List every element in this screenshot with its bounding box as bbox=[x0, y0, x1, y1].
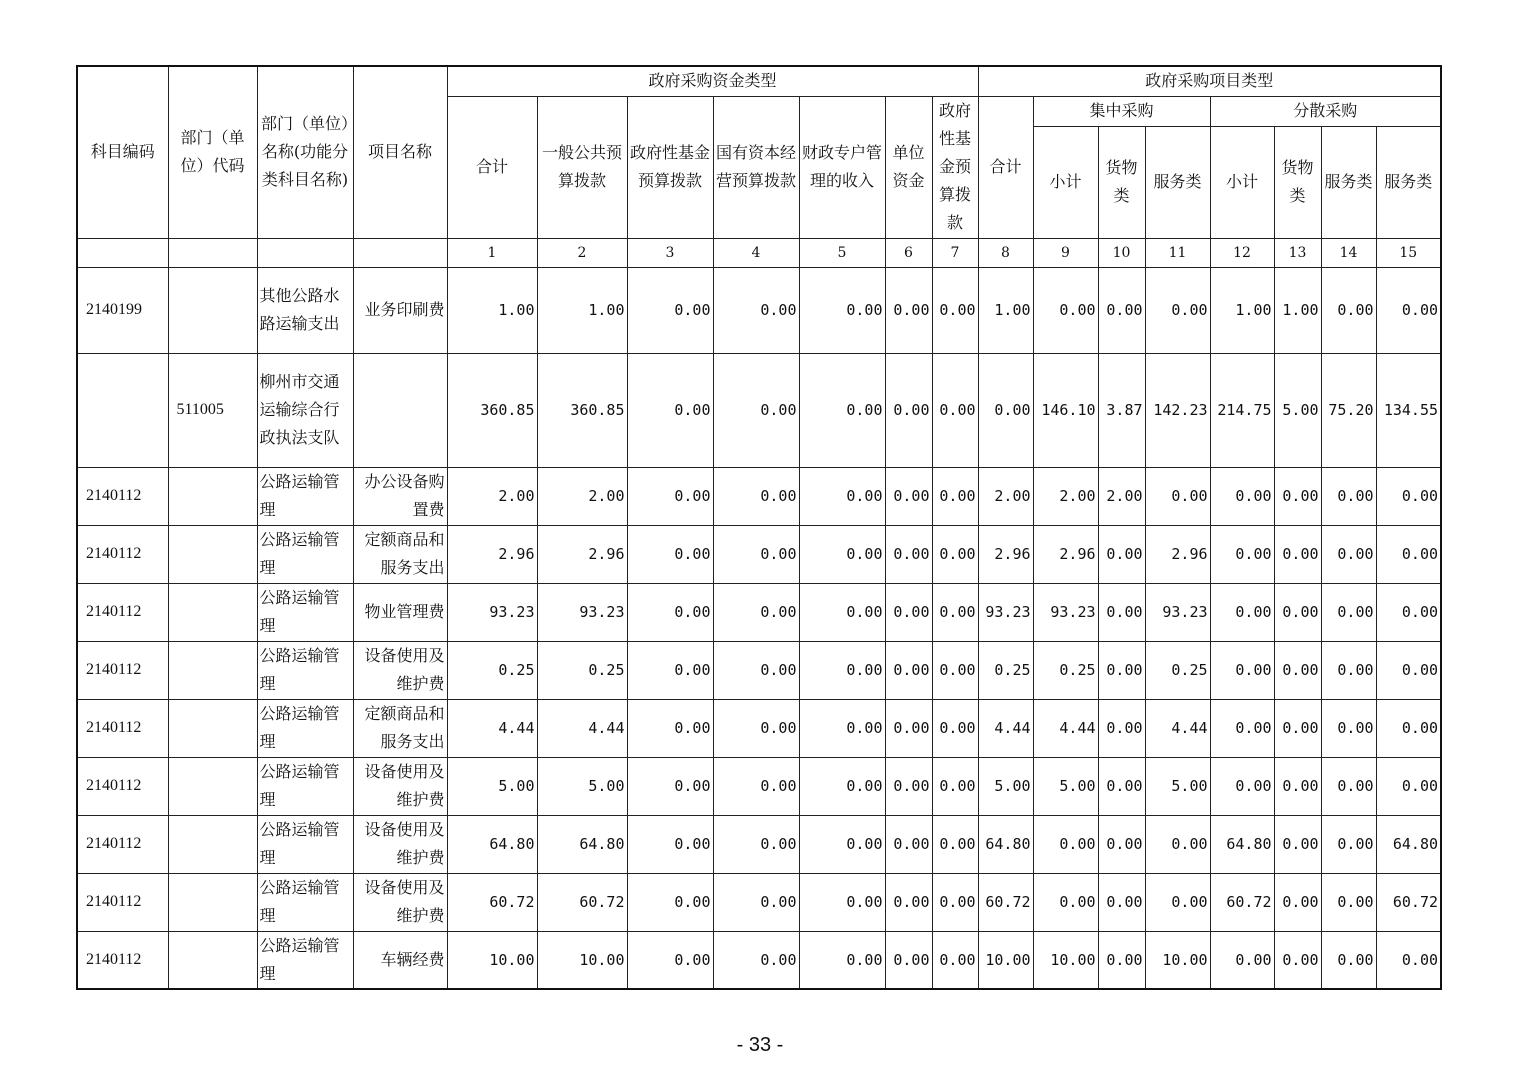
value-cell: 0.00 bbox=[627, 699, 713, 757]
column-index: 3 bbox=[627, 238, 713, 267]
header-dept-name: 部门（单位）名称(功能分类科目名称) bbox=[257, 66, 353, 238]
dept-name-cell: 公路运输管理 bbox=[257, 757, 353, 815]
value-cell: 0.00 bbox=[713, 525, 799, 583]
value-cell: 0.00 bbox=[1210, 467, 1274, 525]
value-cell: 1.00 bbox=[1274, 267, 1321, 353]
value-cell: 0.00 bbox=[885, 353, 932, 467]
column-index: 4 bbox=[713, 238, 799, 267]
value-cell: 0.00 bbox=[1321, 931, 1376, 989]
value-cell: 0.00 bbox=[885, 931, 932, 989]
value-cell: 0.00 bbox=[799, 699, 885, 757]
subject-code-cell: 2140112 bbox=[77, 931, 168, 989]
dept-name-cell: 公路运输管理 bbox=[257, 525, 353, 583]
value-cell: 0.00 bbox=[1321, 467, 1376, 525]
value-cell: 1.00 bbox=[978, 267, 1033, 353]
value-cell: 2.96 bbox=[447, 525, 537, 583]
value-cell: 0.00 bbox=[1376, 267, 1441, 353]
value-cell: 2.96 bbox=[1145, 525, 1210, 583]
header-subject-code: 科目编码 bbox=[77, 66, 168, 238]
dept-name-cell: 公路运输管理 bbox=[257, 931, 353, 989]
value-cell: 0.00 bbox=[1145, 467, 1210, 525]
value-cell: 0.00 bbox=[627, 873, 713, 931]
column-index-row bbox=[77, 238, 1441, 267]
dept-name-cell: 公路运输管理 bbox=[257, 873, 353, 931]
value-cell: 0.00 bbox=[1098, 873, 1145, 931]
table-row bbox=[77, 267, 1441, 353]
project-name-cell bbox=[353, 353, 447, 467]
value-cell: 0.00 bbox=[1321, 757, 1376, 815]
value-cell: 360.85 bbox=[537, 353, 627, 467]
value-cell: 0.25 bbox=[447, 641, 537, 699]
value-cell: 0.00 bbox=[1321, 641, 1376, 699]
value-cell: 0.00 bbox=[1274, 641, 1321, 699]
subject-code-cell: 2140112 bbox=[77, 467, 168, 525]
value-cell: 0.00 bbox=[1098, 931, 1145, 989]
column-index: 10 bbox=[1098, 238, 1145, 267]
value-cell: 0.00 bbox=[1098, 699, 1145, 757]
value-cell: 2.00 bbox=[1098, 467, 1145, 525]
table-row bbox=[77, 873, 1441, 931]
value-cell: 0.25 bbox=[1033, 641, 1098, 699]
value-cell: 0.00 bbox=[1274, 525, 1321, 583]
value-cell: 4.44 bbox=[447, 699, 537, 757]
index-blank bbox=[168, 238, 257, 267]
dept-code-cell bbox=[168, 757, 257, 815]
header-central-procurement: 集中采购 bbox=[1033, 96, 1210, 126]
value-cell: 2.00 bbox=[1033, 467, 1098, 525]
value-cell: 0.00 bbox=[932, 699, 978, 757]
project-name-cell: 物业管理费 bbox=[353, 583, 447, 641]
value-cell: 0.00 bbox=[1210, 525, 1274, 583]
header-unit-funds: 单位资金 bbox=[885, 96, 932, 238]
value-cell: 0.00 bbox=[885, 815, 932, 873]
value-cell: 60.72 bbox=[537, 873, 627, 931]
column-index: 7 bbox=[932, 238, 978, 267]
value-cell: 4.44 bbox=[1145, 699, 1210, 757]
value-cell: 0.00 bbox=[1098, 815, 1145, 873]
value-cell: 10.00 bbox=[1033, 931, 1098, 989]
value-cell: 0.00 bbox=[627, 267, 713, 353]
value-cell: 0.00 bbox=[713, 757, 799, 815]
value-cell: 0.00 bbox=[1376, 757, 1441, 815]
value-cell: 0.00 bbox=[932, 641, 978, 699]
value-cell: 10.00 bbox=[537, 931, 627, 989]
value-cell: 146.10 bbox=[1033, 353, 1098, 467]
value-cell: 64.80 bbox=[447, 815, 537, 873]
value-cell: 0.00 bbox=[1274, 699, 1321, 757]
value-cell: 0.00 bbox=[1376, 699, 1441, 757]
value-cell: 5.00 bbox=[978, 757, 1033, 815]
dept-code-cell: 511005 bbox=[168, 353, 257, 467]
header-gov-fund-budget: 政府性基金预算拨款 bbox=[627, 96, 713, 238]
header-item-type-group: 政府采购项目类型 bbox=[978, 66, 1441, 96]
value-cell: 0.00 bbox=[713, 931, 799, 989]
value-cell: 64.80 bbox=[978, 815, 1033, 873]
value-cell: 0.00 bbox=[1274, 815, 1321, 873]
value-cell: 0.00 bbox=[932, 873, 978, 931]
value-cell: 93.23 bbox=[1145, 583, 1210, 641]
value-cell: 0.25 bbox=[1145, 641, 1210, 699]
value-cell: 0.00 bbox=[885, 641, 932, 699]
value-cell: 0.00 bbox=[627, 757, 713, 815]
value-cell: 0.00 bbox=[627, 931, 713, 989]
subject-code-cell: 2140112 bbox=[77, 757, 168, 815]
dept-code-cell bbox=[168, 467, 257, 525]
project-name-cell: 车辆经费 bbox=[353, 931, 447, 989]
value-cell: 0.00 bbox=[885, 699, 932, 757]
value-cell: 1.00 bbox=[537, 267, 627, 353]
value-cell: 0.00 bbox=[713, 699, 799, 757]
header-dept-code: 部门（单位）代码 bbox=[168, 66, 257, 238]
value-cell: 0.00 bbox=[1321, 873, 1376, 931]
value-cell: 0.00 bbox=[713, 467, 799, 525]
value-cell: 0.00 bbox=[1274, 467, 1321, 525]
value-cell: 0.00 bbox=[799, 641, 885, 699]
value-cell: 360.85 bbox=[447, 353, 537, 467]
value-cell: 214.75 bbox=[1210, 353, 1274, 467]
column-index: 9 bbox=[1033, 238, 1098, 267]
value-cell: 2.00 bbox=[447, 467, 537, 525]
header-general-budget: 一般公共预算拨款 bbox=[537, 96, 627, 238]
value-cell: 0.00 bbox=[932, 525, 978, 583]
value-cell: 0.00 bbox=[1321, 525, 1376, 583]
header-row-1 bbox=[77, 66, 1441, 96]
value-cell: 0.00 bbox=[713, 815, 799, 873]
index-blank bbox=[77, 238, 168, 267]
value-cell: 5.00 bbox=[1033, 757, 1098, 815]
dept-code-cell bbox=[168, 641, 257, 699]
value-cell: 4.44 bbox=[537, 699, 627, 757]
header-central-service: 服务类 bbox=[1145, 126, 1210, 238]
value-cell: 0.00 bbox=[885, 525, 932, 583]
value-cell: 0.00 bbox=[885, 267, 932, 353]
value-cell: 0.00 bbox=[799, 815, 885, 873]
value-cell: 75.20 bbox=[1321, 353, 1376, 467]
value-cell: 64.80 bbox=[1376, 815, 1441, 873]
value-cell: 5.00 bbox=[447, 757, 537, 815]
dept-name-cell: 柳州市交通运输综合行政执法支队 bbox=[257, 353, 353, 467]
value-cell: 0.00 bbox=[627, 583, 713, 641]
value-cell: 5.00 bbox=[1145, 757, 1210, 815]
value-cell: 2.96 bbox=[978, 525, 1033, 583]
value-cell: 0.00 bbox=[627, 525, 713, 583]
value-cell: 0.00 bbox=[885, 583, 932, 641]
project-name-cell: 设备使用及维护费 bbox=[353, 873, 447, 931]
value-cell: 10.00 bbox=[978, 931, 1033, 989]
value-cell: 2.96 bbox=[537, 525, 627, 583]
value-cell: 60.72 bbox=[447, 873, 537, 931]
header-scattered-service: 服务类 bbox=[1321, 126, 1376, 238]
value-cell: 1.00 bbox=[447, 267, 537, 353]
value-cell: 0.00 bbox=[799, 525, 885, 583]
value-cell: 0.00 bbox=[799, 931, 885, 989]
header-project-name: 项目名称 bbox=[353, 66, 447, 238]
subject-code-cell: 2140112 bbox=[77, 641, 168, 699]
table-row bbox=[77, 353, 1441, 467]
dept-name-cell: 公路运输管理 bbox=[257, 815, 353, 873]
value-cell: 0.00 bbox=[1033, 267, 1098, 353]
project-name-cell: 定额商品和服务支出 bbox=[353, 525, 447, 583]
dept-name-cell: 公路运输管理 bbox=[257, 641, 353, 699]
value-cell: 0.00 bbox=[932, 267, 978, 353]
value-cell: 93.23 bbox=[447, 583, 537, 641]
value-cell: 0.00 bbox=[1376, 583, 1441, 641]
value-cell: 0.00 bbox=[1098, 525, 1145, 583]
value-cell: 0.00 bbox=[1321, 815, 1376, 873]
value-cell: 93.23 bbox=[537, 583, 627, 641]
value-cell: 0.00 bbox=[627, 641, 713, 699]
header-fund-type-group: 政府采购资金类型 bbox=[447, 66, 978, 96]
header-central-goods: 货物类 bbox=[1098, 126, 1145, 238]
column-index: 8 bbox=[978, 238, 1033, 267]
value-cell: 0.00 bbox=[799, 353, 885, 467]
subject-code-cell: 2140199 bbox=[77, 267, 168, 353]
subject-code-cell: 2140112 bbox=[77, 873, 168, 931]
project-name-cell: 设备使用及维护费 bbox=[353, 815, 447, 873]
subject-code-cell: 2140112 bbox=[77, 699, 168, 757]
value-cell: 0.00 bbox=[799, 583, 885, 641]
project-name-cell: 设备使用及维护费 bbox=[353, 641, 447, 699]
value-cell: 142.23 bbox=[1145, 353, 1210, 467]
dept-code-cell bbox=[168, 873, 257, 931]
dept-code-cell bbox=[168, 815, 257, 873]
value-cell: 0.00 bbox=[627, 467, 713, 525]
dept-code-cell bbox=[168, 583, 257, 641]
value-cell: 0.00 bbox=[978, 353, 1033, 467]
column-index: 5 bbox=[799, 238, 885, 267]
value-cell: 0.00 bbox=[1376, 467, 1441, 525]
value-cell: 5.00 bbox=[537, 757, 627, 815]
column-index: 14 bbox=[1321, 238, 1376, 267]
project-name-cell: 办公设备购置费 bbox=[353, 467, 447, 525]
value-cell: 93.23 bbox=[1033, 583, 1098, 641]
value-cell: 0.00 bbox=[1098, 641, 1145, 699]
dept-code-cell bbox=[168, 525, 257, 583]
table-row bbox=[77, 931, 1441, 989]
value-cell: 0.00 bbox=[1033, 873, 1098, 931]
value-cell: 0.00 bbox=[1033, 815, 1098, 873]
table-row bbox=[77, 583, 1441, 641]
subject-code-cell bbox=[77, 353, 168, 467]
project-name-cell: 定额商品和服务支出 bbox=[353, 699, 447, 757]
column-index: 11 bbox=[1145, 238, 1210, 267]
value-cell: 0.00 bbox=[1210, 757, 1274, 815]
value-cell: 0.00 bbox=[799, 757, 885, 815]
project-name-cell: 业务印刷费 bbox=[353, 267, 447, 353]
dept-code-cell bbox=[168, 931, 257, 989]
index-blank bbox=[353, 238, 447, 267]
table-row bbox=[77, 525, 1441, 583]
value-cell: 4.44 bbox=[978, 699, 1033, 757]
header-central-subtotal: 小计 bbox=[1033, 126, 1098, 238]
value-cell: 0.00 bbox=[932, 583, 978, 641]
table-row bbox=[77, 699, 1441, 757]
value-cell: 0.00 bbox=[885, 467, 932, 525]
value-cell: 0.00 bbox=[1098, 583, 1145, 641]
value-cell: 0.00 bbox=[713, 873, 799, 931]
value-cell: 0.00 bbox=[713, 583, 799, 641]
table-row bbox=[77, 815, 1441, 873]
value-cell: 64.80 bbox=[537, 815, 627, 873]
dept-name-cell: 其他公路水路运输支出 bbox=[257, 267, 353, 353]
header-scattered-service-2: 服务类 bbox=[1376, 126, 1441, 238]
header-gov-fund-budget-2: 政府性基金预算拨款 bbox=[932, 96, 978, 238]
table-row bbox=[77, 641, 1441, 699]
value-cell: 60.72 bbox=[1376, 873, 1441, 931]
value-cell: 0.00 bbox=[799, 467, 885, 525]
value-cell: 64.80 bbox=[1210, 815, 1274, 873]
value-cell: 0.25 bbox=[978, 641, 1033, 699]
value-cell: 0.00 bbox=[713, 267, 799, 353]
dept-name-cell: 公路运输管理 bbox=[257, 583, 353, 641]
value-cell: 0.00 bbox=[1376, 931, 1441, 989]
value-cell: 60.72 bbox=[978, 873, 1033, 931]
header-item-total: 合计 bbox=[978, 96, 1033, 238]
value-cell: 0.00 bbox=[627, 815, 713, 873]
page-number: - 33 - bbox=[736, 1034, 784, 1056]
value-cell: 0.00 bbox=[1274, 583, 1321, 641]
value-cell: 0.00 bbox=[1321, 267, 1376, 353]
value-cell: 0.00 bbox=[885, 873, 932, 931]
value-cell: 4.44 bbox=[1033, 699, 1098, 757]
value-cell: 0.00 bbox=[627, 353, 713, 467]
header-fund-total: 合计 bbox=[447, 96, 537, 238]
value-cell: 0.00 bbox=[885, 757, 932, 815]
value-cell: 5.00 bbox=[1274, 353, 1321, 467]
subject-code-cell: 2140112 bbox=[77, 525, 168, 583]
header-scattered-goods: 货物类 bbox=[1274, 126, 1321, 238]
value-cell: 0.00 bbox=[1210, 931, 1274, 989]
value-cell: 0.00 bbox=[713, 641, 799, 699]
value-cell: 0.00 bbox=[1274, 873, 1321, 931]
header-scattered-subtotal: 小计 bbox=[1210, 126, 1274, 238]
value-cell: 0.00 bbox=[1321, 699, 1376, 757]
value-cell: 60.72 bbox=[1210, 873, 1274, 931]
value-cell: 0.00 bbox=[1376, 641, 1441, 699]
column-index: 1 bbox=[447, 238, 537, 267]
header-state-capital: 国有资本经营预算拨款 bbox=[713, 96, 799, 238]
value-cell: 3.87 bbox=[1098, 353, 1145, 467]
value-cell: 0.00 bbox=[799, 267, 885, 353]
value-cell: 0.00 bbox=[1210, 583, 1274, 641]
value-cell: 0.00 bbox=[1210, 699, 1274, 757]
dept-name-cell: 公路运输管理 bbox=[257, 467, 353, 525]
value-cell: 0.00 bbox=[713, 353, 799, 467]
column-index: 13 bbox=[1274, 238, 1321, 267]
subject-code-cell: 2140112 bbox=[77, 815, 168, 873]
header-special-account: 财政专户管理的收入 bbox=[799, 96, 885, 238]
column-index: 2 bbox=[537, 238, 627, 267]
subject-code-cell: 2140112 bbox=[77, 583, 168, 641]
value-cell: 10.00 bbox=[447, 931, 537, 989]
value-cell: 0.00 bbox=[1098, 757, 1145, 815]
dept-code-cell bbox=[168, 267, 257, 353]
value-cell: 0.00 bbox=[1098, 267, 1145, 353]
value-cell: 0.00 bbox=[799, 873, 885, 931]
value-cell: 1.00 bbox=[1210, 267, 1274, 353]
column-index: 12 bbox=[1210, 238, 1274, 267]
value-cell: 0.00 bbox=[1145, 267, 1210, 353]
value-cell: 0.00 bbox=[932, 467, 978, 525]
value-cell: 0.00 bbox=[1321, 583, 1376, 641]
value-cell: 0.00 bbox=[932, 815, 978, 873]
value-cell: 134.55 bbox=[1376, 353, 1441, 467]
index-blank bbox=[257, 238, 353, 267]
value-cell: 0.00 bbox=[932, 353, 978, 467]
value-cell: 0.00 bbox=[1145, 873, 1210, 931]
column-index: 6 bbox=[885, 238, 932, 267]
value-cell: 0.00 bbox=[932, 931, 978, 989]
value-cell: 2.00 bbox=[537, 467, 627, 525]
value-cell: 0.00 bbox=[1145, 815, 1210, 873]
dept-name-cell: 公路运输管理 bbox=[257, 699, 353, 757]
value-cell: 2.96 bbox=[1033, 525, 1098, 583]
value-cell: 2.00 bbox=[978, 467, 1033, 525]
value-cell: 10.00 bbox=[1145, 931, 1210, 989]
value-cell: 0.00 bbox=[932, 757, 978, 815]
table-row bbox=[77, 757, 1441, 815]
value-cell: 93.23 bbox=[978, 583, 1033, 641]
value-cell: 0.25 bbox=[537, 641, 627, 699]
procurement-table bbox=[76, 65, 1442, 990]
project-name-cell: 设备使用及维护费 bbox=[353, 757, 447, 815]
value-cell: 0.00 bbox=[1376, 525, 1441, 583]
header-scattered-procurement: 分散采购 bbox=[1210, 96, 1441, 126]
table-row bbox=[77, 467, 1441, 525]
dept-code-cell bbox=[168, 699, 257, 757]
value-cell: 0.00 bbox=[1274, 757, 1321, 815]
column-index: 15 bbox=[1376, 238, 1441, 267]
value-cell: 0.00 bbox=[1274, 931, 1321, 989]
value-cell: 0.00 bbox=[1210, 641, 1274, 699]
